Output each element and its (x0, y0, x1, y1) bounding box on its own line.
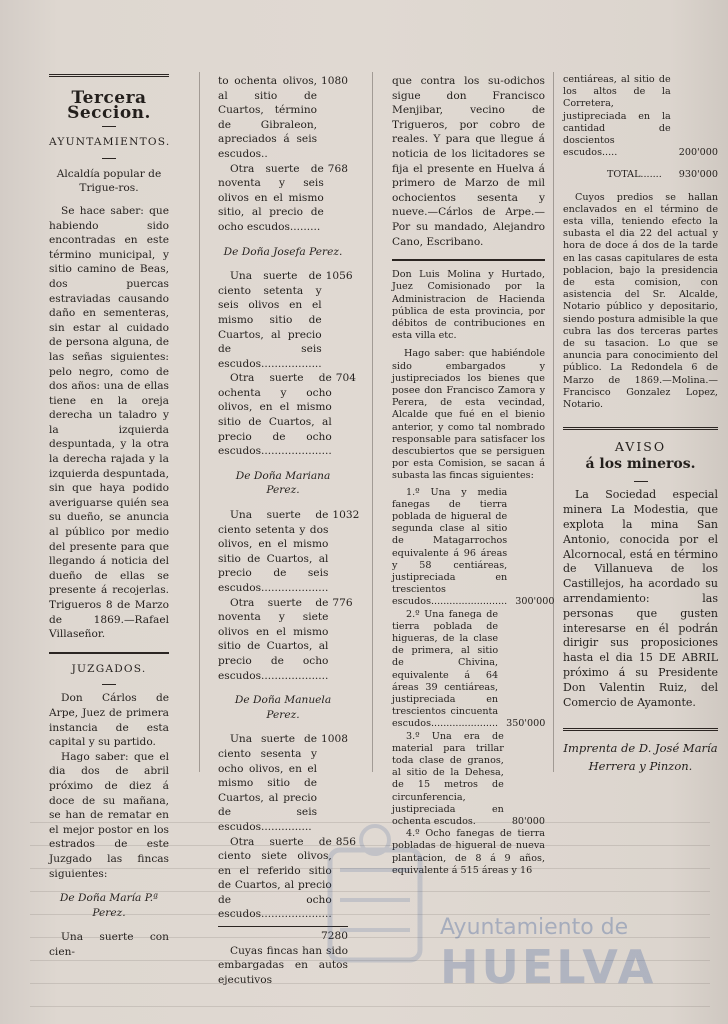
rule (49, 652, 169, 654)
dash (102, 126, 116, 127)
column-3 (392, 74, 555, 877)
lot-item (218, 162, 348, 235)
lot-value: 704 (335, 372, 356, 385)
finca-value: 200'000 (678, 147, 718, 159)
finca-text: centiáreas, al sitio de los altos de la Corretera, justipreciada en la cantidad de doscientos escudos..... (563, 74, 671, 159)
rule (392, 259, 545, 261)
lot-value: 1056 (325, 270, 353, 283)
ayuntamientos-heading: AYUNTAMIENTOS. (49, 136, 171, 149)
rule (563, 427, 718, 430)
closing-text: Cuyas fincas han sido embargadas en autos ejecutivos (218, 944, 348, 986)
lot-text: to ochenta olivos, al sitio de Cuartos, término de Gibraleon, apreciados á seis escudos.. (218, 75, 318, 160)
subasta-text: Cuyos predios se hallan enclavados en el término de esta villa, teniendo efecto la subasta el dia 22 del actual y hora de doce á dos de la tarde en las casas capitulares de esta poblacion, bajo la presidencia de esta comision, con asistencia del Sr. Alcalde, Notario público y depositario, siendo postura admisible la que cubra las dos terceras partes de su tasacion. Lo que se anuncia para conocimiento del público. La Redondela 6 de Marzo de 1869.—Molina.—Francisco Gonzalez Lopez, Notario. (563, 191, 718, 411)
total-label: TOTAL....... (607, 169, 662, 181)
lot-item (218, 269, 353, 371)
dash (102, 684, 116, 685)
finca-item (563, 74, 718, 159)
section-title: Tercera Seccion. (67, 88, 151, 123)
comision-edict: Hago saber: que habiéndole sido embargados y justipreciados los bienes que posee don Francisco Zamora y Perera, de esta vecindad, Alcalde que fué en el bienio anterior, y como tal nombrado responsable para satisfacer los descubiertos que se persiguen por esta Comision, se sacan á subasta las fincas siguientes: (392, 348, 545, 482)
aviso-text: La Sociedad especial minera La Modestia, que explota la mina San Antonio, conocida por el Alcornocal, está en término de Villanueva de los Castillejos, ha acordado su arrendamiento: las personas que gusten interesarse en él podrán dirigir sus proposiciones hasta el dia 15 DE ABRIL próximo á su Presidente Don Valentin Ruiz, del Comercio de Ayamonte. (563, 488, 718, 709)
lot-value: 776 (332, 596, 353, 609)
watermark-line: HUELVA (440, 940, 657, 994)
continuation-text: que contra los su-odichos sigue don Francisco Menjibar, vecino de Trigueros, por cobro de reales. Y para que llegue á noticia de los licitadores se fija el presente en Huelva á primero de Marzo de mil ochocientos sesenta y nueve.—Cárlos de Arpe.—Por su mandado, Alejandro Cano, Escribano. (392, 75, 545, 248)
owner-heading: De Doña Josefa Perez. (223, 245, 343, 258)
aviso-heading: AVISO (614, 439, 667, 455)
owner-heading: De Doña Mariana Perez. (235, 469, 331, 497)
lot-text: Otra suerte de noventa y siete olivos en el mismo sitio de Cuartos, al precio de ocho escudos.................... (218, 596, 329, 682)
lot-item (218, 596, 353, 684)
lot-text: Otra suerte de noventa y seis olivos en el mismo sitio, al precio de ocho escudos......... (218, 162, 324, 233)
rule (49, 74, 169, 77)
lot-text: Otra suerte de ciento siete olivos, en el referido sitio de Cuartos, al precio de ocho escudos..................... (218, 835, 332, 921)
lot-item (218, 74, 348, 162)
finca-value: 350'000 (506, 718, 546, 730)
lot-text: Una suerte de ciento sesenta y ocho olivos, en el mismo sitio de Cuartos, al precio de seis escudos............... (218, 733, 318, 833)
column-divider (372, 72, 373, 772)
finca-item (392, 609, 545, 731)
comision-heading: Don Luis Molina y Hurtado, Juez Comisionado por la Administracion de Hacienda pública de esta provincia, por débitos de contribuciones en esta villa etc. (392, 269, 545, 342)
dash (634, 481, 648, 482)
column-divider (553, 72, 554, 772)
finca-text: 1.º Una y media fanegas de tierra poblada de higueral de segunda clase al sitio de Matagarrochos equivalente á 96 áreas y 58 centiáreas, justipreciada en trescientos escudos......................... (392, 486, 508, 608)
lot-text: Una suerte de ciento setenta y seis olivos en el mismo sitio de Cuartos, al precio de seis escudos.................. (218, 270, 322, 370)
lot-text: Una suerte de ciento setenta y dos olivos, en el mismo sitio de Cuartos, al precio de seis escudos.................... (218, 509, 329, 594)
column-divider (199, 72, 200, 772)
rule (563, 728, 718, 731)
lot-item (218, 371, 356, 459)
juzgado-heading: Don Cárlos de Arpe, Juez de primera instancia de esta capital y su partido. (49, 692, 169, 749)
column-4 (563, 74, 718, 775)
imprenta-line: Herrera y Pinzon. (588, 759, 693, 774)
lot-text: Otra suerte de ochenta y ocho olivos, en el mismo sitio de Cuartos, al precio de ocho escudos..................... (218, 372, 332, 458)
imprenta-line: Imprenta de D. José María (563, 741, 718, 756)
owner-heading: De Doña María P.ª Perez. (59, 892, 159, 919)
finca-value: 80'000 (511, 816, 545, 828)
finca-text: 4.º Ocho fanegas de tierra pobladas de higueral de nueva plantacion, de 8 á 9 años, equivalente á 515 áreas y 16 (392, 828, 545, 876)
total-value: 930'000 (678, 169, 718, 181)
finca-item (392, 486, 555, 609)
finca-value: 300'000 (515, 596, 555, 608)
finca-text: 3.º Una era de material para trillar toda clase de granos, al sitio de la Dehesa, de 15 metros de circunferencia, justipreciada en ochenta escudos. (392, 730, 504, 828)
lot-value: 856 (335, 835, 356, 848)
lot-value: 1008 (321, 733, 348, 746)
lot-start: Una suerte con cien- (49, 931, 169, 958)
mineros-heading: á los mineros. (585, 455, 696, 472)
watermark-line: Ayuntamiento de (440, 915, 629, 940)
lot-value: 1080 (321, 75, 348, 87)
finca-text: 2.º Una fanega de tierra poblada de higueras, de la clase de primera, al sitio de Chivina, equivalente á 64 áreas 39 centiáreas, justipreciada en trescientos cincuenta escudos...................... (392, 608, 499, 730)
lot-item (218, 508, 360, 596)
juzgado-edict: Hago saber: que el dia dos de abril próximo de diez á doce de su mañana, se han de rematar en el mejor postor en los estrados de este Juzgado las fincas siguientes: (49, 750, 169, 880)
lot-value: 768 (327, 162, 348, 175)
total-value: 7280 (218, 926, 348, 944)
juzgados-heading: JUZGADOS. (71, 662, 147, 675)
owner-heading: De Doña Manuela Perez. (234, 694, 332, 721)
dash (102, 158, 116, 159)
lot-value: 1032 (332, 509, 360, 522)
alcaldia-heading: Alcaldía popular de Trigue-ros. (56, 167, 162, 195)
alcaldia-edict: Se hace saber: que habiendo sido encontradas en este término municipal, y sitio camino de Beas, dos puercas estraviadas causando daño en sementeras, sin estar al cuidado de persona alguna, de las señas siguientes: pelo negro, como de dos años: una de ellas tiene en la oreja derecha un taladro y la izquierda despuntada, y la otra la derecha rajada y la izquierda despuntada, sin que haya podido averiguarse quién sea su dueño, se anuncia al público por medio del presente para que llegando á noticia del dueño de ellas se presente á recojerlas. Trigueros 8 de Marzo de 1869.—Rafael Villaseñor. (49, 204, 169, 641)
total-row (607, 169, 718, 181)
